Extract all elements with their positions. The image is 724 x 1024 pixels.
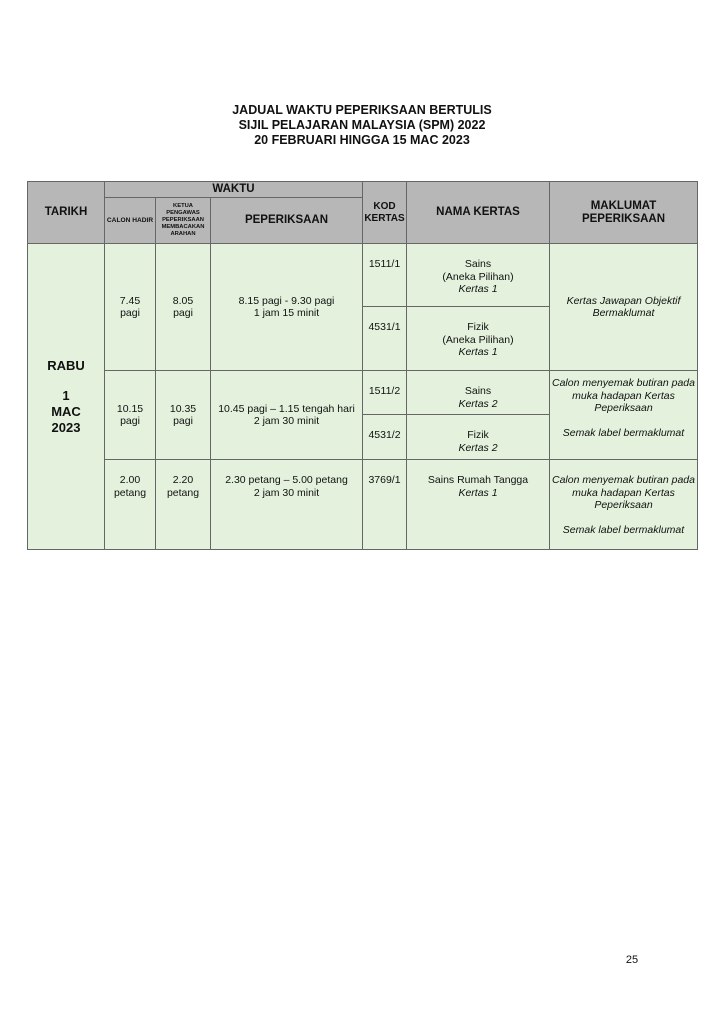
calon-period: petang: [113, 486, 147, 499]
table-row: [28, 460, 698, 550]
header-tarikh: TARIKH: [28, 182, 105, 244]
ketua-period: pagi: [173, 415, 193, 427]
paper-name-cell: [407, 371, 550, 415]
paper-number: Kertas 1: [458, 346, 498, 358]
calon-time: 2.00: [119, 474, 141, 486]
table-row: [28, 371, 698, 415]
date-year: 2023: [51, 419, 81, 435]
calon-period: pagi: [120, 307, 140, 319]
exam-time-cell: [211, 460, 363, 550]
exam-date: [28, 244, 105, 550]
exam-info-text: Calon menyemak butiran pada muka hadapan Kertas Peperiksaan: [551, 474, 695, 511]
calon-hadir-cell: [105, 244, 156, 371]
ketua-time: 10.35: [169, 402, 197, 415]
paper-name-cell: [407, 307, 550, 371]
exam-info-label: Semak label bermaklumat: [562, 523, 685, 536]
header-calon-hadir: CALON HADIR: [105, 198, 156, 244]
table-row: [28, 244, 698, 307]
exam-duration: 2 jam 30 minit: [253, 415, 320, 427]
paper-sub: (Aneka Pilihan): [442, 333, 514, 346]
paper-name-cell: [407, 415, 550, 460]
exam-info: Kertas Jawapan Objektif Bermaklumat: [550, 244, 698, 371]
header-waktu: WAKTU: [105, 182, 363, 198]
paper-code: 3769/1: [363, 460, 407, 550]
exam-time-cell: [211, 244, 363, 371]
ketua-cell: [156, 371, 211, 460]
date-month: MAC: [51, 403, 81, 419]
title-line-1: JADUAL WAKTU PEPERIKSAAN BERTULIS: [232, 103, 492, 117]
exam-duration: 2 jam 30 minit: [253, 486, 320, 499]
document-title: [0, 103, 724, 148]
ketua-period: pagi: [173, 307, 193, 319]
paper-name: Fizik: [467, 321, 489, 333]
exam-schedule-table: [27, 181, 698, 550]
paper-number: Kertas 1: [458, 283, 498, 295]
paper-number: Kertas 1: [458, 486, 498, 499]
ketua-period: petang: [166, 486, 200, 499]
calon-time: 7.45: [119, 294, 141, 307]
ketua-cell: [156, 460, 211, 550]
paper-name-cell: [407, 244, 550, 307]
paper-name: Sains: [464, 385, 492, 397]
calon-period: pagi: [120, 415, 140, 427]
calon-time: 10.15: [116, 402, 144, 415]
header-kod-kertas: KOD KERTAS: [363, 182, 407, 244]
paper-number: Kertas 2: [458, 397, 498, 410]
exam-time: 2.30 petang – 5.00 petang: [225, 474, 348, 486]
paper-sub: (Aneka Pilihan): [442, 270, 514, 283]
paper-name: Sains Rumah Tangga: [427, 474, 529, 486]
paper-code: 4531/1: [363, 307, 407, 371]
exam-info: [550, 371, 698, 460]
header-nama-kertas: NAMA KERTAS: [407, 182, 550, 244]
ketua-cell: [156, 244, 211, 371]
paper-code: 1511/1: [363, 244, 407, 307]
ketua-time: 2.20: [172, 474, 194, 486]
paper-name-cell: [407, 460, 550, 550]
exam-time: 8.15 pagi - 9.30 pagi: [238, 294, 335, 307]
header-peperiksaan: PEPERIKSAAN: [211, 198, 363, 244]
exam-duration: 1 jam 15 minit: [253, 307, 320, 319]
page-number: 25: [625, 954, 639, 966]
exam-time: 10.45 pagi – 1.15 tengah hari: [218, 402, 355, 415]
exam-info: [550, 460, 698, 550]
exam-time-cell: [211, 371, 363, 460]
title-line-2: SIJIL PELAJARAN MALAYSIA (SPM) 2022: [238, 118, 486, 132]
date-day: RABU: [47, 357, 85, 373]
date-number: 1: [62, 387, 70, 403]
header-maklumat: MAKLUMAT PEPERIKSAAN: [550, 182, 698, 244]
paper-code: 4531/2: [363, 415, 407, 460]
exam-info-text: Calon menyemak butiran pada muka hadapan Kertas Peperiksaan: [551, 377, 695, 414]
paper-name: Fizik: [467, 429, 489, 441]
paper-code: 1511/2: [363, 371, 407, 415]
ketua-time: 8.05: [172, 294, 194, 307]
calon-hadir-cell: [105, 460, 156, 550]
exam-info-label: Semak label bermaklumat: [562, 426, 685, 439]
paper-number: Kertas 2: [458, 441, 498, 454]
header-ketua-pengawas: KETUA PENGAWAS PEPERIKSAAN MEMBACAKAN ARAHAN: [156, 198, 211, 244]
calon-hadir-cell: [105, 371, 156, 460]
paper-name: Sains: [464, 258, 492, 270]
title-line-3: 20 FEBRUARI HINGGA 15 MAC 2023: [254, 133, 470, 147]
